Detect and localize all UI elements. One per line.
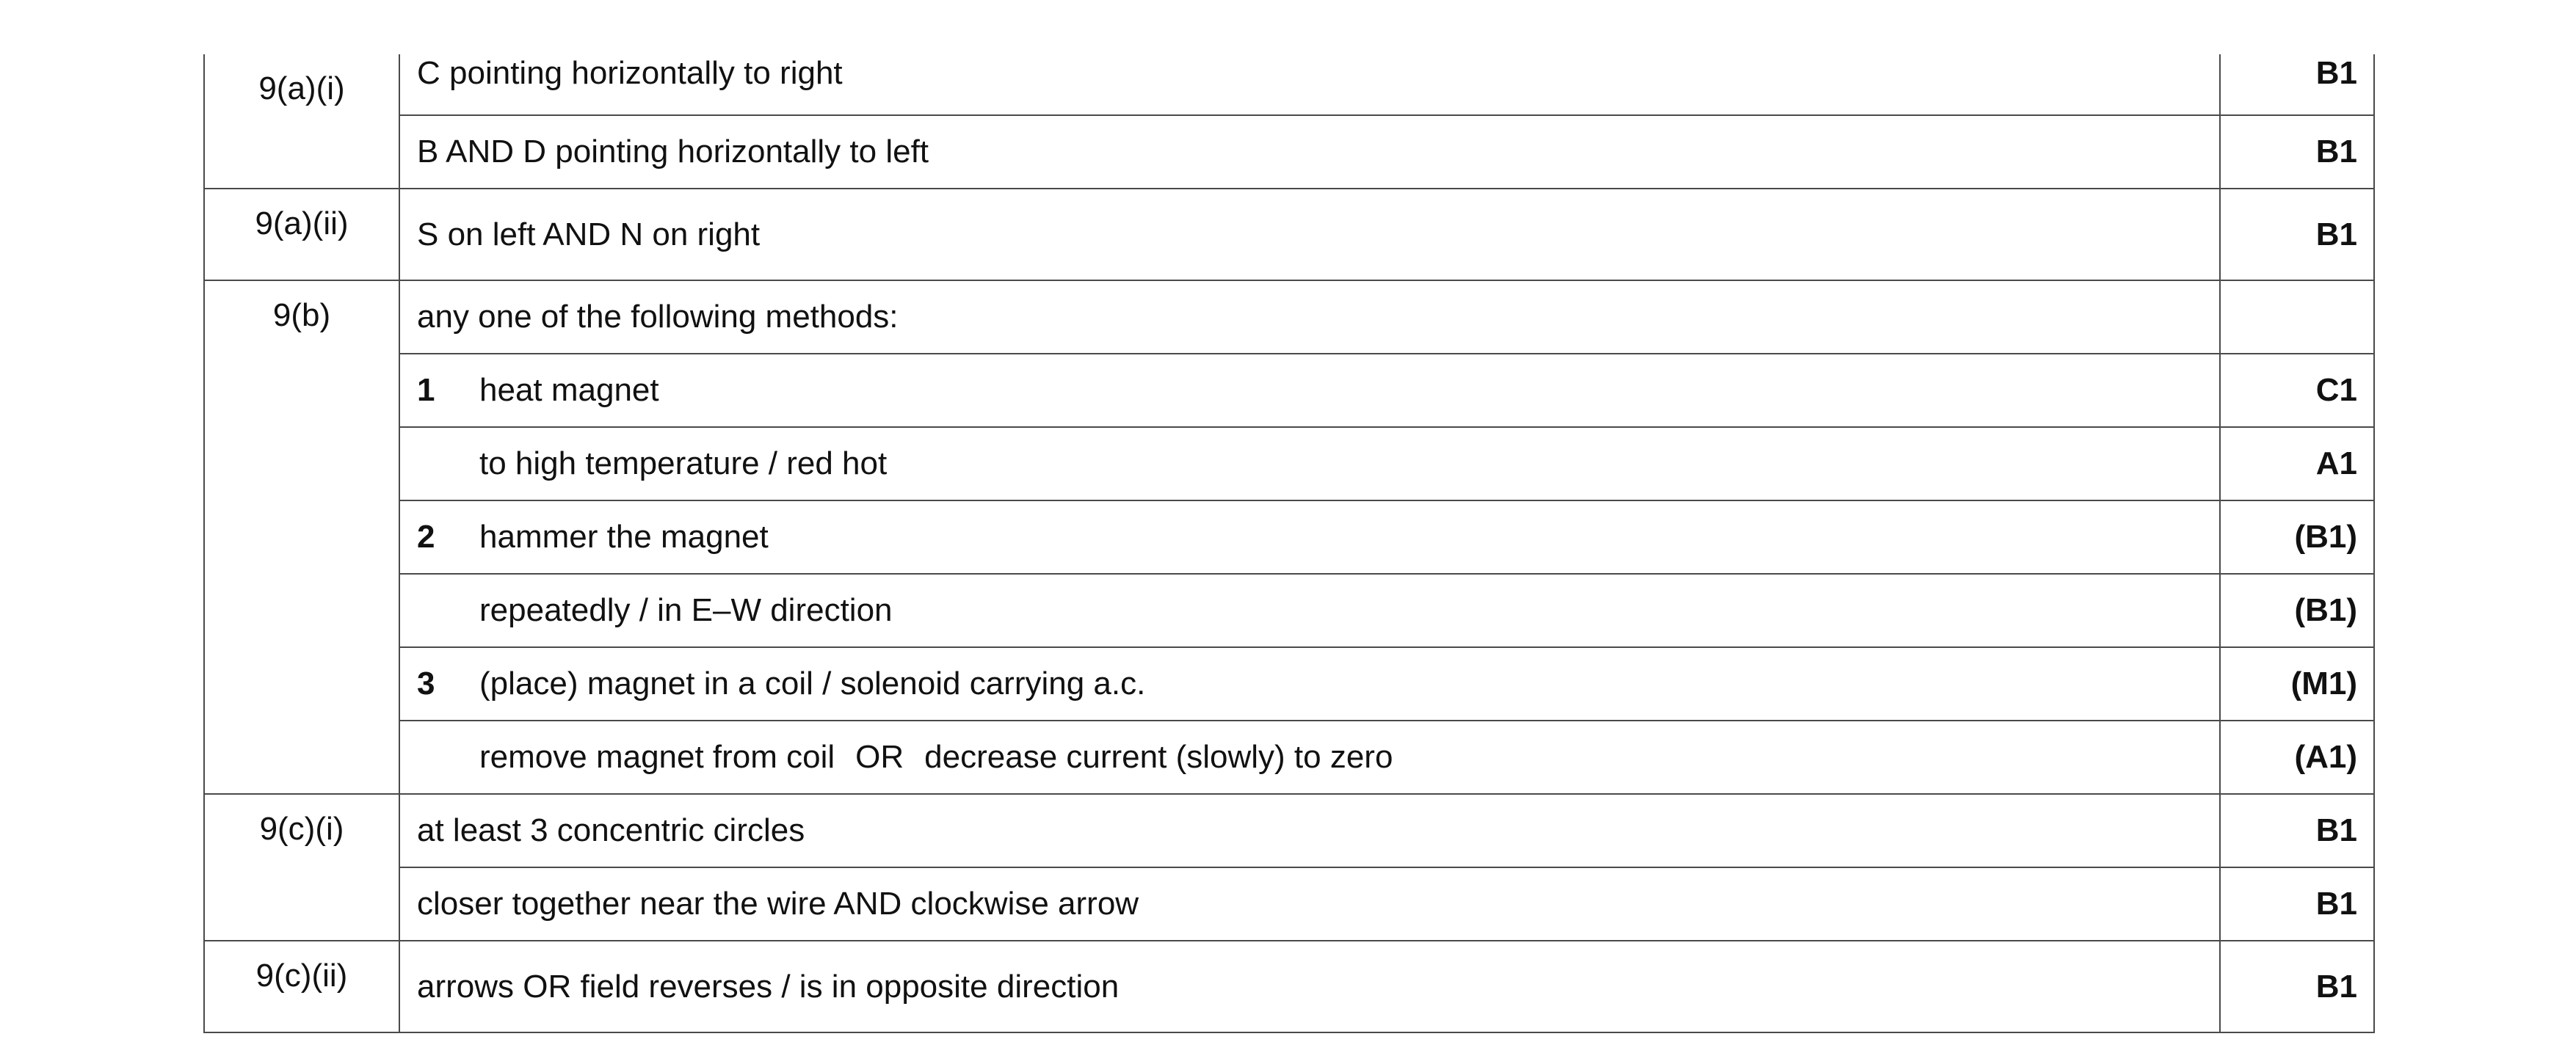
answer-text: any one of the following methods: <box>399 280 2220 354</box>
mark-value: B1 <box>2220 189 2374 280</box>
answer-text: repeatedly / in E–W direction <box>479 592 893 628</box>
table-row <box>204 794 2374 867</box>
mark-value: (M1) <box>2220 647 2374 721</box>
table-row <box>204 280 2374 354</box>
answer-text: to high temperature / red hot <box>479 445 888 481</box>
table-row <box>204 500 2374 574</box>
table-row <box>204 647 2374 721</box>
mark-value: B1 <box>2220 867 2374 941</box>
table-row <box>204 427 2374 500</box>
method-number: 2 <box>417 519 435 555</box>
answer-text: C pointing horizontally to right <box>399 54 2220 115</box>
mark-value: (A1) <box>2220 721 2374 794</box>
answer-cell <box>399 721 2220 794</box>
answer-text: remove magnet from coil <box>479 739 835 775</box>
mark-value: B1 <box>2220 794 2374 867</box>
answer-text: closer together near the wire AND clockwise arrow <box>399 867 2220 941</box>
mark-value: B1 <box>2220 115 2374 189</box>
question-number: 9(a)(i) <box>204 54 399 189</box>
mark-value: C1 <box>2220 354 2374 427</box>
table-row <box>204 189 2374 280</box>
method-number: 1 <box>417 372 435 408</box>
mark-value: (B1) <box>2220 500 2374 574</box>
question-number: 9(c)(ii) <box>204 941 399 1032</box>
method-number: 3 <box>417 666 435 702</box>
answer-cell <box>399 500 2220 574</box>
question-number: 9(c)(i) <box>204 794 399 941</box>
answer-text: B AND D pointing horizontally to left <box>399 115 2220 189</box>
answer-cell <box>399 647 2220 721</box>
table-row <box>204 941 2374 1032</box>
answer-text: arrows OR field reverses / is in opposite direction <box>399 941 2220 1032</box>
or-keyword: OR <box>855 739 904 775</box>
answer-text: S on left AND N on right <box>399 189 2220 280</box>
answer-text: heat magnet <box>479 372 659 408</box>
question-number: 9(b) <box>204 280 399 794</box>
mark-value: (B1) <box>2220 574 2374 647</box>
table-row <box>204 867 2374 941</box>
table-row <box>204 574 2374 647</box>
table-row <box>204 115 2374 189</box>
answer-text: at least 3 concentric circles <box>399 794 2220 867</box>
table-row <box>204 354 2374 427</box>
answer-text: hammer the magnet <box>479 519 769 555</box>
table-row <box>204 721 2374 794</box>
mark-value: B1 <box>2220 941 2374 1032</box>
mark-value: B1 <box>2220 54 2374 115</box>
table-row <box>204 54 2374 115</box>
mark-value: A1 <box>2220 427 2374 500</box>
answer-cell <box>399 354 2220 427</box>
mark-value <box>2220 280 2374 354</box>
mark-scheme-table <box>203 54 2375 1033</box>
answer-text: (place) magnet in a coil / solenoid carrying a.c. <box>479 666 1146 702</box>
answer-cell <box>399 574 2220 647</box>
answer-cell <box>399 427 2220 500</box>
answer-text: decrease current (slowly) to zero <box>924 739 1393 775</box>
question-number: 9(a)(ii) <box>204 189 399 280</box>
